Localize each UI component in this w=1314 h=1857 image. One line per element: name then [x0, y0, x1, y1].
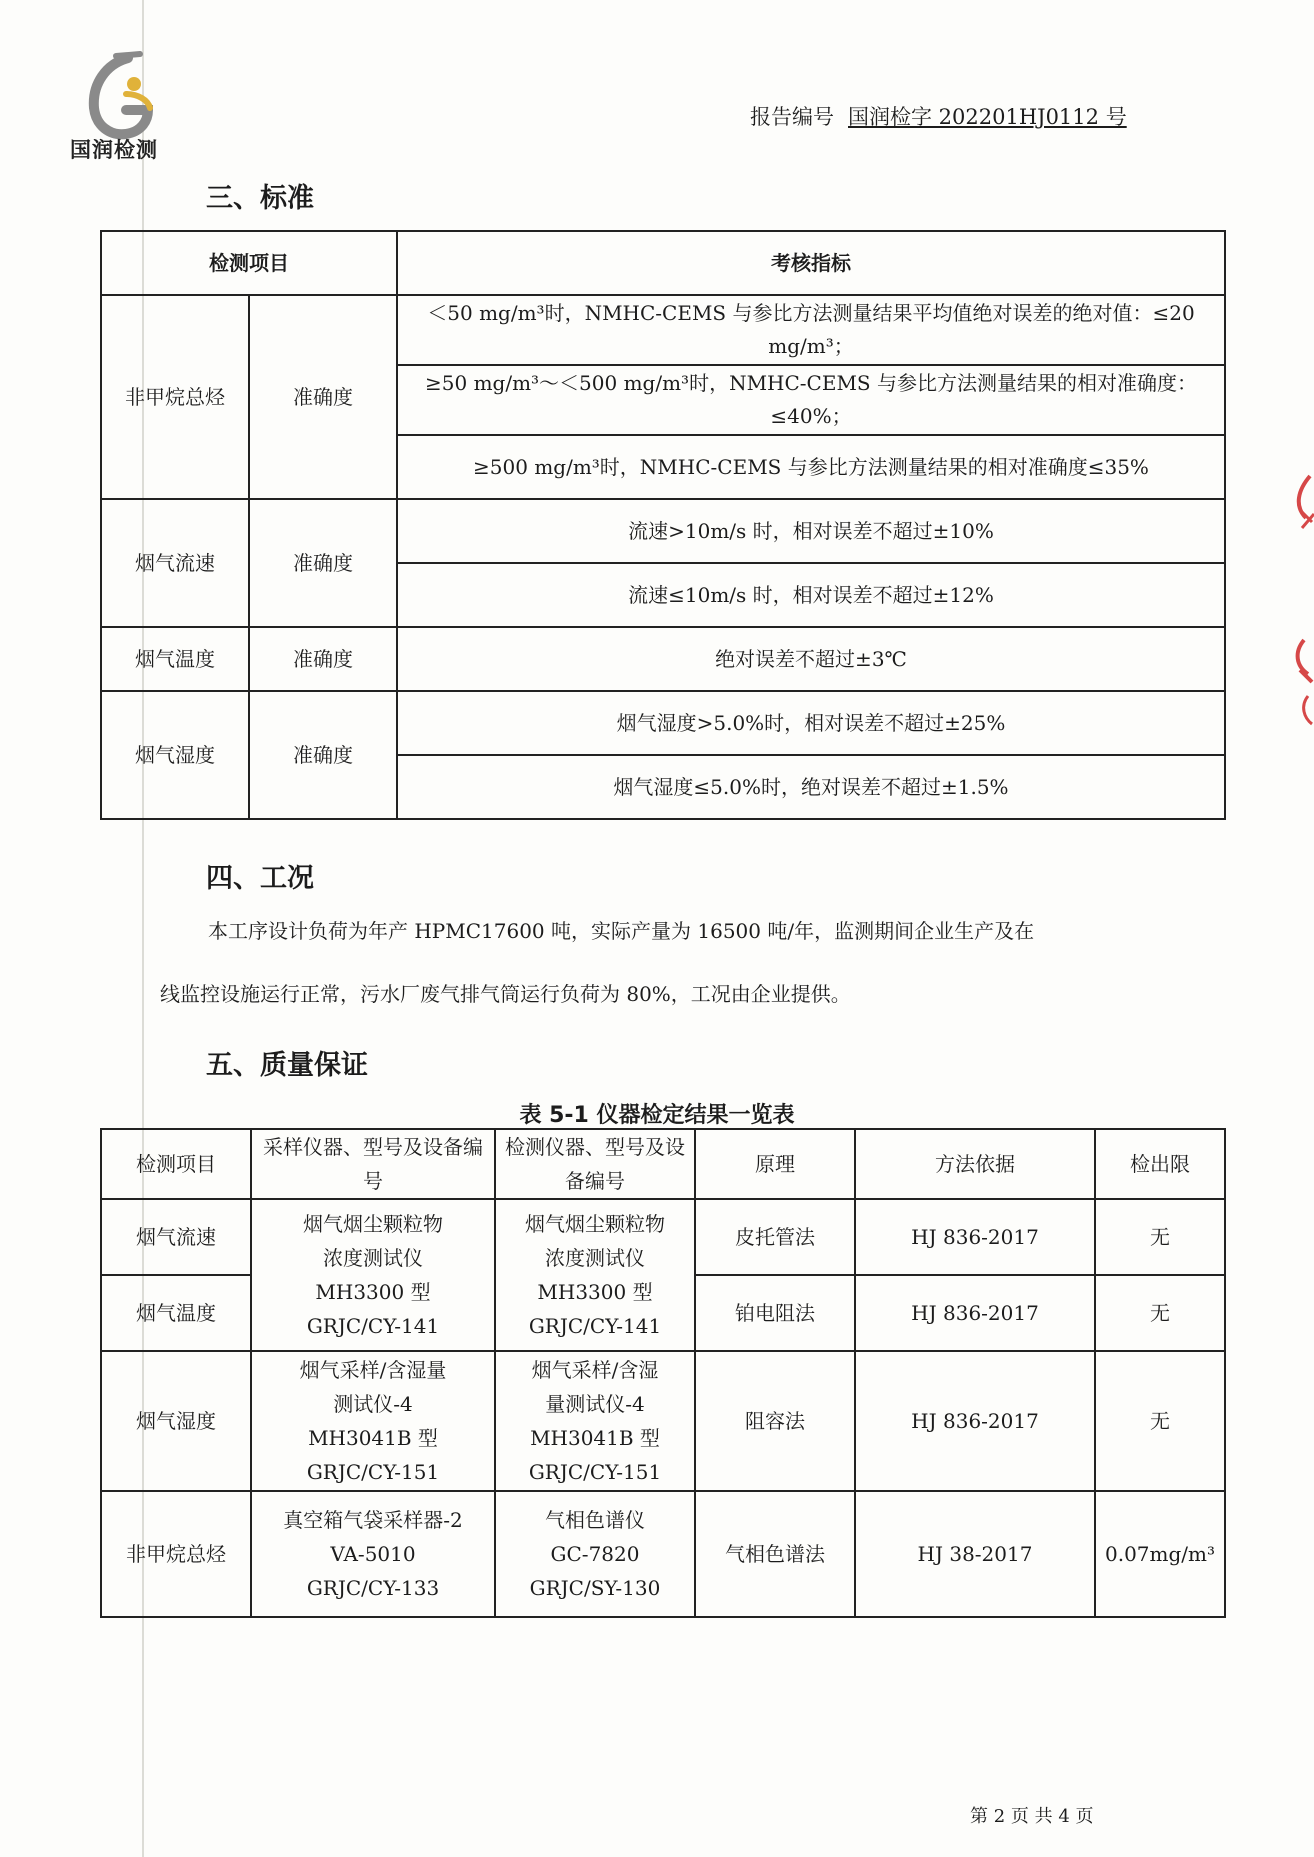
cell-line: GRJC/CY-133 [306, 1576, 440, 1600]
principle-cell: 气相色谱法 [695, 1491, 855, 1617]
type-accuracy: 准确度 [249, 295, 397, 499]
cell-line: 烟气采样/含湿量 [299, 1358, 447, 1382]
type-accuracy: 准确度 [249, 627, 397, 691]
item-cell: 烟气流速 [101, 1199, 251, 1275]
cell-line: GRJC/CY-141 [528, 1314, 662, 1338]
section-4-heading: 四、工况 [206, 863, 314, 894]
cell-line: VA-5010 [330, 1542, 416, 1566]
cell-line: 气相色谱仪 [545, 1508, 645, 1532]
testing-instrument-cell [495, 1199, 695, 1351]
cell-line: GRJC/CY-151 [306, 1460, 440, 1484]
cell-line: MH3300 型 [537, 1280, 653, 1304]
report-number [750, 101, 1127, 131]
cell-line: 烟气采样/含湿 [531, 1358, 659, 1382]
testing-instrument-cell [495, 1351, 695, 1491]
cell-line: MH3041B 型 [530, 1426, 660, 1450]
item-humidity: 烟气湿度 [101, 691, 249, 819]
paragraph-line: 线监控设施运行正常，污水厂废气排气筒运行负荷为 80%，工况由企业提供。 [160, 982, 851, 1006]
report-number-value: 国润检字 202201HJ0112 号 [848, 105, 1127, 129]
cell-line: 真空箱气袋采样器-2 [283, 1508, 463, 1532]
header-criteria: 考核指标 [397, 231, 1225, 295]
header-method: 方法依据 [855, 1129, 1095, 1199]
type-accuracy: 准确度 [249, 499, 397, 627]
table-caption: 表 5-1 仪器检定结果一览表 [519, 1103, 795, 1128]
sampling-instrument-cell [251, 1199, 495, 1351]
method-cell: HJ 38-2017 [855, 1491, 1095, 1617]
principle-cell: 铂电阻法 [695, 1275, 855, 1351]
cell-line: 烟气烟尘颗粒物 [303, 1212, 443, 1236]
header-item: 检测项目 [101, 1129, 251, 1199]
section-5-heading: 五、质量保证 [206, 1050, 368, 1081]
cell-line: GC-7820 [550, 1542, 640, 1566]
criteria-cell: 烟气湿度≤5.0%时，绝对误差不超过±1.5% [397, 755, 1225, 819]
item-nmhc: 非甲烷总烃 [101, 295, 249, 499]
section-3-heading: 三、标准 [206, 183, 314, 214]
item-temperature: 烟气温度 [101, 627, 249, 691]
cell-line: 量测试仪-4 [545, 1392, 645, 1416]
limit-cell: 无 [1095, 1351, 1225, 1491]
paragraph-line: 本工序设计负荷为年产 HPMC17600 吨，实际产量为 16500 吨/年，监测期间企业生产及在 [208, 919, 1035, 943]
method-cell: HJ 836-2017 [855, 1351, 1095, 1491]
header-sampling-instrument: 采样仪器、型号及设备编号 [251, 1129, 495, 1199]
page-number: 第 2 页 共 4 页 [970, 1806, 1094, 1827]
red-seal-stamp-icon [1280, 470, 1314, 730]
criteria-cell: ≥50 mg/m³～＜500 mg/m³时，NMHC-CEMS 与参比方法测量结果的相对准确度：≤40%； [397, 365, 1225, 435]
cell-line: 浓度测试仪 [323, 1246, 423, 1270]
criteria-cell: ≥500 mg/m³时，NMHC-CEMS 与参比方法测量结果的相对准确度≤35% [397, 435, 1225, 499]
criteria-cell: 绝对误差不超过±3℃ [397, 627, 1225, 691]
limit-cell: 无 [1095, 1275, 1225, 1351]
cell-line: MH3041B 型 [308, 1426, 438, 1450]
item-flow-velocity: 烟气流速 [101, 499, 249, 627]
header-testing-instrument: 检测仪器、型号及设备编号 [495, 1129, 695, 1199]
item-cell: 非甲烷总烃 [101, 1491, 251, 1617]
cell-line: GRJC/CY-141 [306, 1314, 440, 1338]
method-cell: HJ 836-2017 [855, 1275, 1095, 1351]
standards-table [100, 230, 1226, 820]
testing-instrument-cell [495, 1491, 695, 1617]
principle-cell: 阻容法 [695, 1351, 855, 1491]
method-cell: HJ 836-2017 [855, 1199, 1095, 1275]
criteria-cell: 流速>10m/s 时，相对误差不超过±10% [397, 499, 1225, 563]
header-item: 检测项目 [101, 231, 397, 295]
criteria-cell: ＜50 mg/m³时，NMHC-CEMS 与参比方法测量结果平均值绝对误差的绝对值：≤20 mg/m³； [397, 295, 1225, 365]
principle-cell: 皮托管法 [695, 1199, 855, 1275]
cell-line: GRJC/SY-130 [529, 1576, 661, 1600]
limit-cell: 无 [1095, 1199, 1225, 1275]
sampling-instrument-cell [251, 1491, 495, 1617]
item-cell: 烟气湿度 [101, 1351, 251, 1491]
cell-line: 测试仪-4 [333, 1392, 413, 1416]
cell-line: MH3300 型 [315, 1280, 431, 1304]
header-principle: 原理 [695, 1129, 855, 1199]
sampling-instrument-cell [251, 1351, 495, 1491]
criteria-cell: 流速≤10m/s 时，相对误差不超过±12% [397, 563, 1225, 627]
type-accuracy: 准确度 [249, 691, 397, 819]
item-cell: 烟气温度 [101, 1275, 251, 1351]
criteria-cell: 烟气湿度>5.0%时，相对误差不超过±25% [397, 691, 1225, 755]
cell-line: 浓度测试仪 [545, 1246, 645, 1270]
header-detection-limit: 检出限 [1095, 1129, 1225, 1199]
operating-conditions-text [160, 900, 1160, 1026]
cell-line: 烟气烟尘颗粒物 [525, 1212, 665, 1236]
logo-text: 国润检测 [70, 138, 158, 162]
cell-line: GRJC/CY-151 [528, 1460, 662, 1484]
instrument-table [100, 1128, 1226, 1618]
limit-cell: 0.07mg/m³ [1095, 1491, 1225, 1617]
report-number-label: 报告编号 [750, 105, 834, 129]
